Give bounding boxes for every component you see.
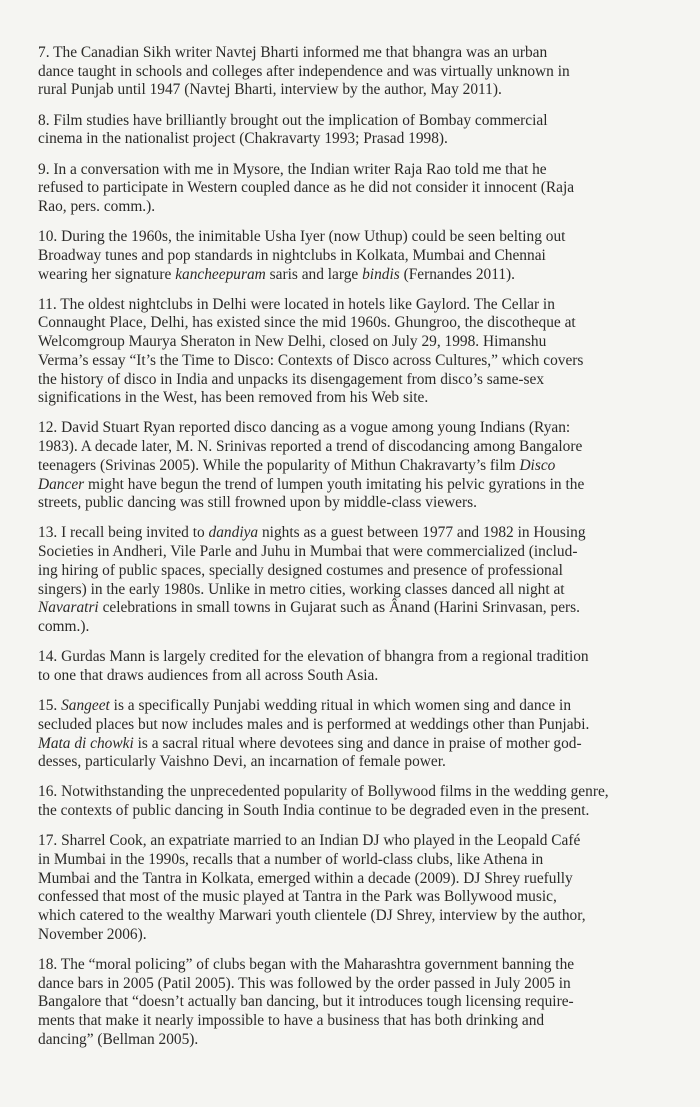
note-line: 15. Sangeet is a specifically Punjabi wedding ritual in which women sing and dance in bbox=[38, 697, 572, 715]
note-line: desses, particularly Vaishno Devi, an incarnation of female power. bbox=[38, 753, 446, 771]
endnote-13 bbox=[38, 524, 672, 636]
note-line: the history of disco in India and unpacks its disengagement from disco’s same-sex bbox=[38, 370, 545, 388]
note-line: 10. During the 1960s, the inimitable Usha Iyer (now Uthup) could be seen belting out bbox=[38, 228, 566, 246]
endnote-12 bbox=[38, 419, 672, 513]
note-line: Dancer might have begun the trend of lumpen youth imitating his pelvic gyrations in the bbox=[38, 475, 585, 493]
note-line: November 2006). bbox=[38, 925, 147, 943]
note-line: wearing her signature kancheepuram saris and large bindis (Fernandes 2011). bbox=[38, 265, 516, 283]
note-line: which catered to the wealthy Marwari youth clientele (DJ Shrey, interview by the author, bbox=[38, 907, 586, 925]
note-line: Connaught Place, Delhi, has existed since the mid 1960s. Ghungroo, the discotheque at bbox=[38, 314, 576, 332]
endnote-11 bbox=[38, 296, 672, 408]
note-line: 13. I recall being invited to dandiya nights as a guest between 1977 and 1982 in Housing bbox=[38, 524, 586, 542]
note-line: 1983). A decade later, M. N. Srinivas reported a trend of discodancing among Bangalore bbox=[38, 438, 583, 456]
endnote-16 bbox=[38, 783, 672, 820]
note-line: Verma’s essay “It’s the Time to Disco: Contexts of Disco across Cultures,” which covers bbox=[38, 351, 584, 369]
note-line: the contexts of public dancing in South India continue to be degraded even in the present. bbox=[38, 802, 590, 820]
endnote-9 bbox=[38, 161, 672, 217]
endnote-7 bbox=[38, 44, 672, 100]
endnote-10 bbox=[38, 228, 672, 284]
note-line: teenagers (Srivinas 2005). While the popularity of Mithun Chakravarty’s film Disco bbox=[38, 456, 556, 474]
note-line: Bangalore that “doesn’t actually ban dancing, but it introduces tough licensing require- bbox=[38, 993, 574, 1011]
endnotes-list bbox=[38, 44, 672, 1050]
note-line: cinema in the nationalist project (Chakravarty 1993; Prasad 1998). bbox=[38, 130, 448, 148]
note-line: refused to participate in Western coupled dance as he did not consider it innocent (Raja bbox=[38, 179, 575, 197]
note-line: 18. The “moral policing” of clubs began with the Maharashtra government banning the bbox=[38, 956, 575, 974]
note-line: singers) in the early 1980s. Unlike in metro cities, working classes danced all night at bbox=[38, 580, 565, 598]
note-line: ing hiring of public spaces, specially designed costumes and presence of professional bbox=[38, 561, 563, 579]
note-line: 17. Sharrel Cook, an expatriate married to an Indian DJ who played in the Leopald Café bbox=[38, 832, 581, 850]
note-line: dance taught in schools and colleges after independence and was virtually unknown in bbox=[38, 62, 570, 80]
note-line: 9. In a conversation with me in Mysore, the Indian writer Raja Rao told me that he bbox=[38, 160, 547, 178]
note-line: Broadway tunes and pop standards in nightclubs in Kolkata, Mumbai and Chennai bbox=[38, 246, 546, 264]
endnote-15 bbox=[38, 697, 672, 772]
note-line: rural Punjab until 1947 (Navtej Bharti, interview by the author, May 2011). bbox=[38, 81, 502, 99]
note-line: dance bars in 2005 (Patil 2005). This was followed by the order passed in July 2005 in bbox=[38, 974, 571, 992]
note-line: to one that draws audiences from all across South Asia. bbox=[38, 666, 379, 684]
note-line: ments that make it nearly impossible to have a business that has both drinking and bbox=[38, 1012, 545, 1030]
endnote-17 bbox=[38, 832, 672, 944]
note-line: 11. The oldest nightclubs in Delhi were located in hotels like Gaylord. The Cellar in bbox=[38, 295, 555, 313]
endnote-18 bbox=[38, 956, 672, 1050]
note-line: significations in the West, has been removed from his Web site. bbox=[38, 389, 429, 407]
note-line: comm.). bbox=[38, 617, 90, 635]
note-line: Rao, pers. comm.). bbox=[38, 197, 156, 215]
note-line: secluded places but now includes males and is performed at weddings other than Punjabi. bbox=[38, 715, 590, 733]
endnote-14 bbox=[38, 648, 672, 685]
note-line: in Mumbai in the 1990s, recalls that a number of world-class clubs, like Athena in bbox=[38, 851, 544, 869]
note-line: 14. Gurdas Mann is largely credited for the elevation of bhangra from a regional tradition bbox=[38, 648, 589, 666]
note-line: Mumbai and the Tantra in Kolkata, emerged within a decade (2009). DJ Shrey ruefully bbox=[38, 869, 573, 887]
note-line: dancing” (Bellman 2005). bbox=[38, 1030, 199, 1048]
note-line: 16. Notwithstanding the unprecedented popularity of Bollywood films in the wedding genre, bbox=[38, 783, 609, 801]
note-line: 7. The Canadian Sikh writer Navtej Bharti informed me that bhangra was an urban bbox=[38, 44, 548, 61]
note-line: confessed that most of the music played at Tantra in the Park was Bollywood music, bbox=[38, 888, 557, 906]
note-line: Welcomgroup Maurya Sheraton in New Delhi, closed on July 29, 1998. Himanshu bbox=[38, 333, 547, 351]
note-line: Mata di chowki is a sacral ritual where devotees sing and dance in praise of mother god- bbox=[38, 734, 582, 752]
note-line: 8. Film studies have brilliantly brought out the implication of Bombay commercial bbox=[38, 111, 548, 129]
endnote-8 bbox=[38, 112, 672, 149]
note-line: streets, public dancing was still frowned upon by middle-class viewers. bbox=[38, 494, 477, 512]
note-line: Societies in Andheri, Vile Parle and Juhu in Mumbai that were commercialized (includ- bbox=[38, 543, 578, 561]
note-line: Navaratri celebrations in small towns in Gujarat such as Ânand (Harini Srinvasan, pers. bbox=[38, 599, 580, 617]
note-line: 12. David Stuart Ryan reported disco dancing as a vogue among young Indians (Ryan: bbox=[38, 419, 571, 437]
